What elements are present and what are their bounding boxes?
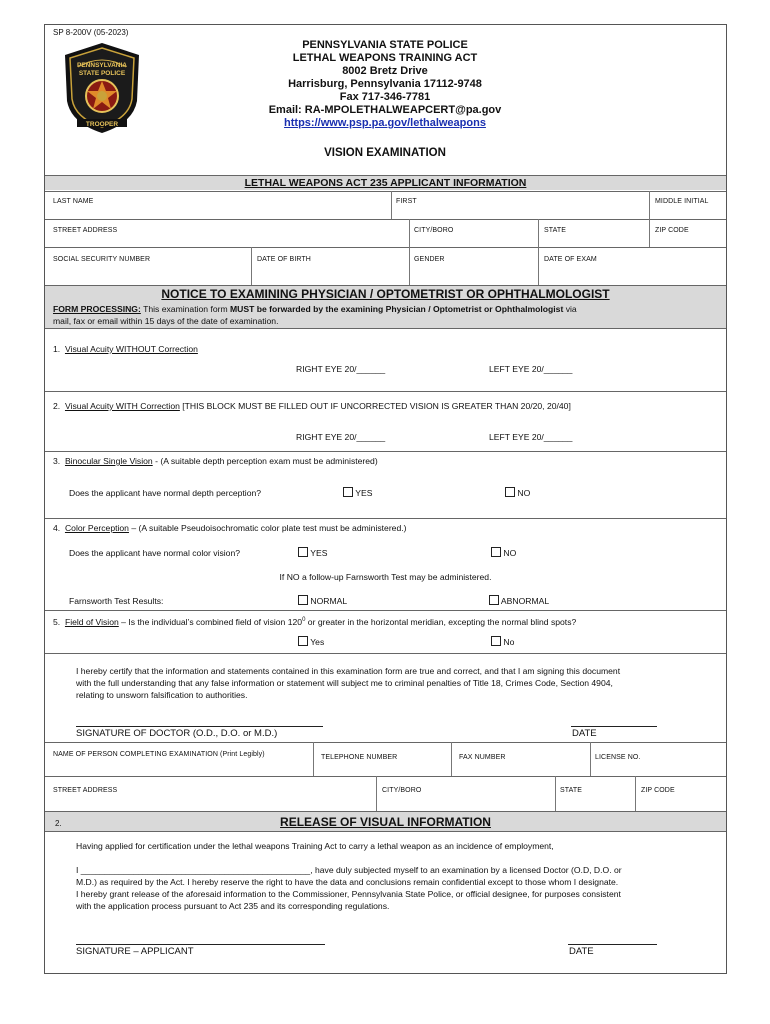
q2-number: 2.	[53, 401, 61, 411]
q5-number: 5.	[53, 616, 61, 627]
examiner-state-label: STATE	[560, 787, 583, 794]
examiner-name-label: NAME OF PERSON COMPLETING EXAMINATION (Print Legibly)	[53, 751, 265, 758]
q4-yes-checkbox[interactable]	[298, 547, 308, 557]
q2-right-eye[interactable]: RIGHT EYE 20/______	[296, 432, 386, 442]
zip-code-label: ZIP CODE	[655, 227, 689, 234]
certify-line-2: with the full understanding that any false information or statement will subject me to criminal penalties of Title 18, Crimes Code, Section 4904,	[76, 678, 613, 688]
farnsworth-label: Farnsworth Test Results:	[69, 596, 164, 606]
farnsworth-normal-checkbox[interactable]	[298, 595, 308, 605]
q1-title: Visual Acuity WITHOUT Correction	[64, 344, 198, 354]
q4-no-option[interactable]	[491, 547, 516, 559]
fax-number: Fax 717-346-7781	[339, 91, 431, 103]
first-name-label: FIRST	[396, 198, 417, 205]
act-name: LETHAL WEAPONS TRAINING ACT	[292, 52, 478, 64]
examiner-city-label: CITY/BORO	[382, 787, 422, 794]
agency-name: PENNSYLVANIA STATE POLICE	[302, 39, 468, 51]
q5-degree: 0	[302, 617, 306, 623]
release-text-3: M.D.) as required by the Act. I hereby reserve the right to have the data and conclusions remain confidential except to those whom I designate.	[76, 877, 619, 887]
q1-heading	[53, 343, 198, 355]
doctor-date-line[interactable]	[571, 726, 657, 727]
date-of-exam-label: DATE OF EXAM	[544, 256, 597, 263]
q3-no-checkbox[interactable]	[505, 487, 515, 497]
processing-text-a: This examination form	[140, 304, 231, 314]
middle-initial-label: MIDDLE INITIAL	[655, 198, 709, 205]
q3-no-label: NO	[517, 488, 531, 498]
processing-text-bold: MUST be forwarded by the examining Physician / Optometrist or Ophthalmologist	[230, 304, 564, 314]
applicant-signature-label: SIGNATURE – APPLICANT	[76, 946, 194, 957]
q4-no-checkbox[interactable]	[491, 547, 501, 557]
form-id: SP 8-200V (05-2023)	[53, 28, 129, 37]
farnsworth-abnormal-option[interactable]	[489, 595, 549, 607]
q5-yes-label: Yes	[310, 637, 325, 647]
release-body	[76, 864, 726, 912]
certify-line-3: relating to unsworn falsification to authorities.	[76, 690, 248, 700]
q5-no-checkbox[interactable]	[491, 636, 501, 646]
doctor-signature-label: SIGNATURE OF DOCTOR (O.D., D.O. or M.D.)	[76, 728, 278, 739]
release-text-2: I ________________________________________________, have duly subjected myself to an examination by a licensed Doctor (O.D, D.O. or	[76, 865, 622, 875]
release-title: RELEASE OF VISUAL INFORMATION	[280, 815, 491, 829]
farnsworth-normal-option[interactable]	[298, 595, 347, 607]
form-processing-text	[53, 303, 723, 327]
release-number: 2.	[55, 819, 62, 828]
certify-line-1: I hereby certify that the information and statements contained in this examination form are true and correct, and that I am signing this document	[76, 666, 621, 676]
form-page	[44, 24, 727, 974]
q3-no-option[interactable]	[505, 487, 530, 499]
website-link[interactable]: https://www.psp.pa.gov/lethalweapons	[284, 117, 486, 129]
certification-statement	[76, 665, 721, 701]
farnsworth-normal-label: NORMAL	[310, 596, 348, 606]
q4-note: – (A suitable Pseudoisochromatic color plate test must be administered.)	[128, 523, 407, 533]
q2-title: Visual Acuity WITH Correction	[64, 401, 180, 411]
q4-no-label: NO	[503, 548, 517, 558]
email-address: Email: RA-MPOLETHALWEAPCERT@pa.gov	[268, 104, 502, 116]
q5-title: Field of Vision	[64, 616, 119, 627]
examiner-fax-label: FAX NUMBER	[459, 754, 506, 761]
applicant-date-line[interactable]	[568, 944, 657, 945]
street-address: 8002 Bretz Drive	[342, 65, 428, 77]
release-text-5: with the application process pursuant to Act 235 and its corresponding regulations.	[76, 901, 390, 911]
form-processing-label: FORM PROCESSING:	[53, 304, 141, 314]
svg-text:PENNSYLVANIA: PENNSYLVANIA	[77, 62, 127, 69]
q4-heading	[53, 522, 407, 534]
q5-text-a: – Is the individual’s combined field of vision 120	[118, 616, 303, 627]
q3-heading	[53, 455, 378, 467]
q4-followup-note: If NO a follow-up Farnsworth Test may be administered.	[279, 572, 492, 582]
processing-text-b: via	[563, 304, 577, 314]
city-boro-label: CITY/BORO	[414, 227, 454, 234]
farnsworth-abnormal-checkbox[interactable]	[489, 595, 499, 605]
q4-question: Does the applicant have normal color vision?	[69, 548, 241, 558]
doctor-signature-line[interactable]	[76, 726, 323, 727]
q5-yes-checkbox[interactable]	[298, 636, 308, 646]
q3-yes-option[interactable]	[343, 487, 372, 499]
q3-question: Does the applicant have normal depth perception?	[69, 488, 262, 498]
examiner-street-label: STREET ADDRESS	[53, 787, 118, 794]
q5-no-label: No	[503, 637, 515, 647]
farnsworth-abnormal-label: ABNORMAL	[500, 596, 550, 606]
ssn-label: SOCIAL SECURITY NUMBER	[53, 256, 151, 263]
q5-text-b: or greater in the horizontal meridian, excepting the normal blind spots?	[305, 616, 577, 627]
q5-no-option[interactable]	[491, 636, 514, 648]
q3-yes-checkbox[interactable]	[343, 487, 353, 497]
doctor-date-label: DATE	[572, 728, 597, 739]
q3-number: 3.	[53, 456, 61, 466]
city-address: Harrisburg, Pennsylvania 17112-9748	[288, 78, 482, 90]
q4-title: Color Perception	[64, 523, 129, 533]
q3-title: Binocular Single Vision	[64, 456, 153, 466]
q2-heading	[53, 400, 571, 412]
dob-label: DATE OF BIRTH	[257, 256, 311, 263]
applicant-signature-line[interactable]	[76, 944, 325, 945]
street-address-label: STREET ADDRESS	[53, 227, 118, 234]
applicant-date-label: DATE	[569, 946, 594, 957]
page-title: VISION EXAMINATION	[324, 147, 446, 159]
state-label: STATE	[544, 227, 567, 234]
q1-number: 1.	[53, 344, 61, 354]
q1-right-eye[interactable]: RIGHT EYE 20/______	[296, 364, 386, 374]
applicant-section-title: LETHAL WEAPONS ACT 235 APPLICANT INFORMATION	[244, 177, 527, 189]
q1-left-eye[interactable]: LEFT EYE 20/______	[489, 364, 573, 374]
q4-number: 4.	[53, 523, 61, 533]
release-text-4: I hereby grant release of the aforesaid information to the Commissioner, Pennsylvania State Police, or official designee, for purposes consistent	[76, 889, 621, 899]
q3-yes-label: YES	[355, 488, 373, 498]
q4-yes-label: YES	[310, 548, 328, 558]
q2-note: [THIS BLOCK MUST BE FILLED OUT IF UNCORRECTED VISION IS GREATER THAN 20/20, 20/40]	[179, 401, 571, 411]
examiner-phone-label: TELEPHONE NUMBER	[321, 754, 398, 761]
last-name-label: LAST NAME	[53, 198, 94, 205]
q5-heading	[53, 614, 576, 628]
notice-title: NOTICE TO EXAMINING PHYSICIAN / OPTOMETRIST OR OPHTHALMOLOGIST	[161, 287, 610, 301]
letterhead	[205, 39, 565, 130]
release-text-1: Having applied for certification under the lethal weapons Training Act to carry a lethal weapon as an incidence of employment,	[76, 841, 554, 851]
q2-left-eye[interactable]: LEFT EYE 20/______	[489, 432, 573, 442]
q5-yes-option[interactable]	[298, 636, 324, 648]
q4-yes-option[interactable]	[298, 547, 327, 559]
state-police-badge-logo	[61, 41, 143, 135]
examiner-license-label: LICENSE NO.	[595, 754, 641, 761]
gender-label: GENDER	[414, 256, 445, 263]
examiner-zip-label: ZIP CODE	[641, 787, 675, 794]
q3-note: - (A suitable depth perception exam must be administered)	[152, 456, 378, 466]
svg-text:STATE POLICE: STATE POLICE	[78, 70, 126, 77]
processing-text-line2: mail, fax or email within 15 days of the date of examination.	[53, 316, 279, 326]
svg-text:TROOPER: TROOPER	[85, 121, 119, 128]
